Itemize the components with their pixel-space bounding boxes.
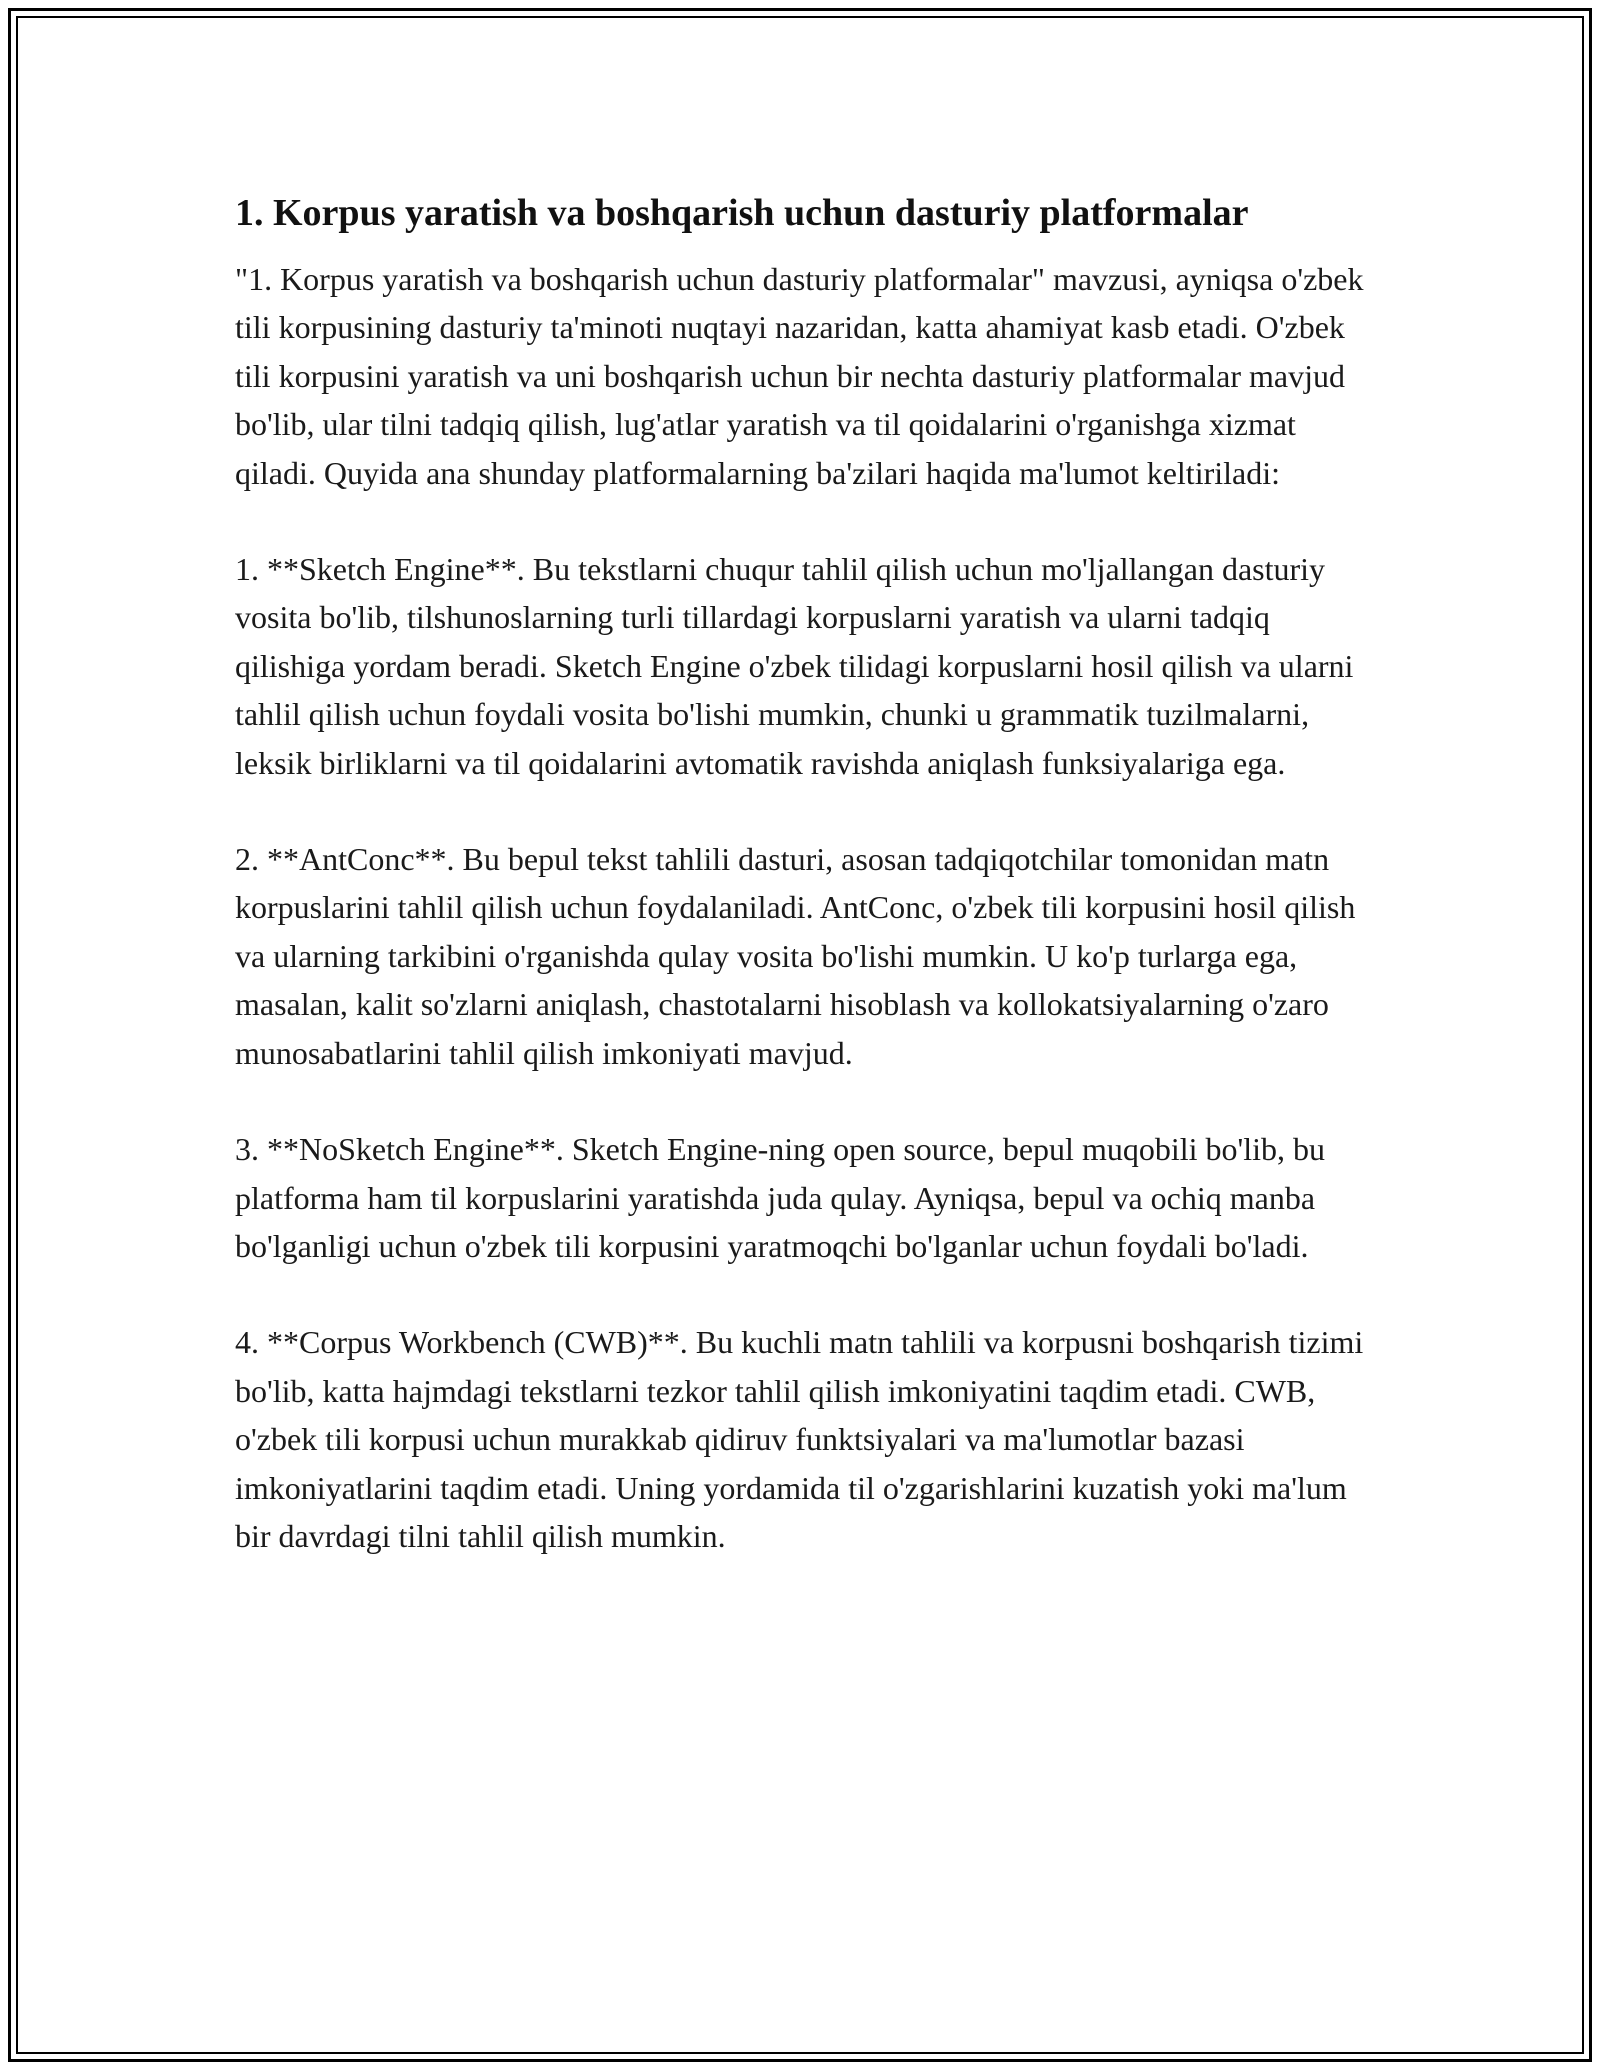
paragraph-corpus-workbench: 4. **Corpus Workbench (CWB)**. Bu kuchli matn tahlili va korpusni boshqarish tizimi bo'lib, katta hajmdagi tekstlarni tezkor tahlil qilish imkoniyatini taqdim etadi. CWB, o'zbek tili korpusi uchun murakkab qidiruv funktsiyalari va ma'lumotlar bazasi imkoniyatlarini taqdim etadi. Uning yordamida til o'zgarishlarini kuzatish yoki ma'lum bir davrdagi tilni tahlil qilish mumkin. — [235, 1324, 1364, 1554]
paragraph-sketch-engine: 1. **Sketch Engine**. Bu tekstlarni chuqur tahlil qilish uchun mo'ljallangan dasturiy vosita bo'lib, tilshunoslarning turli tillardagi korpuslarni yaratish va ularni tadqiq qilishiga yordam beradi. Sketch Engine o'zbek tilidagi korpuslarni hosil qilish va ularni tahlil qilish uchun foydali vosita bo'lishi mumkin, chunki u grammatik tuzilmalarni, leksik birliklarni va til qoidalarini avtomatik ravishda aniqlash funksiyalariga ega. — [235, 551, 1354, 781]
paragraph-antconc: 2. **AntConc**. Bu bepul tekst tahlili dasturi, asosan tadqiqotchilar tomonidan matn korpuslarini tahlil qilish uchun foydalaniladi. AntConc, o'zbek tili korpusini hosil qilish va ularning tarkibini o'rganishda qulay vosita bo'lishi mumkin. U ko'p turlarga ega, masalan, kalit so'zlarni aniqlash, chastotalarni hisoblash va kollokatsiyalarning o'zaro munosabatlarini tahlil qilish imkoniyati mavjud. — [235, 841, 1356, 1071]
document-body — [235, 185, 1375, 1560]
intro-paragraph: "1. Korpus yaratish va boshqarish uchun dasturiy platformalar" mavzusi, ayniqsa o'zbek tili korpusining dasturiy ta'minoti nuqtayi nazaridan, katta ahamiyat kasb etadi. O'zbek tili korpusini yaratish va uni boshqarish uchun bir nechta dasturiy platformalar mavjud bo'lib, ular tilni tadqiq qilish, lug'atlar yaratish va til qoidalarini o'rganishga xizmat qiladi. Quyida ana shunday platformalarning ba'zilari haqida ma'lumot keltiriladi: — [235, 261, 1364, 491]
paragraph-nosketch-engine: 3. **NoSketch Engine**. Sketch Engine-ning open source, bepul muqobili bo'lib, bu platforma ham til korpuslarini yaratishda juda qulay. Ayniqsa, bepul va ochiq manba bo'lganligi uchun o'zbek tili korpusini yaratmoqchi bo'lganlar uchun foydali bo'ladi. — [235, 1131, 1326, 1264]
document-title: 1. Korpus yaratish va boshqarish uchun dasturiy platformalar — [235, 192, 1249, 234]
